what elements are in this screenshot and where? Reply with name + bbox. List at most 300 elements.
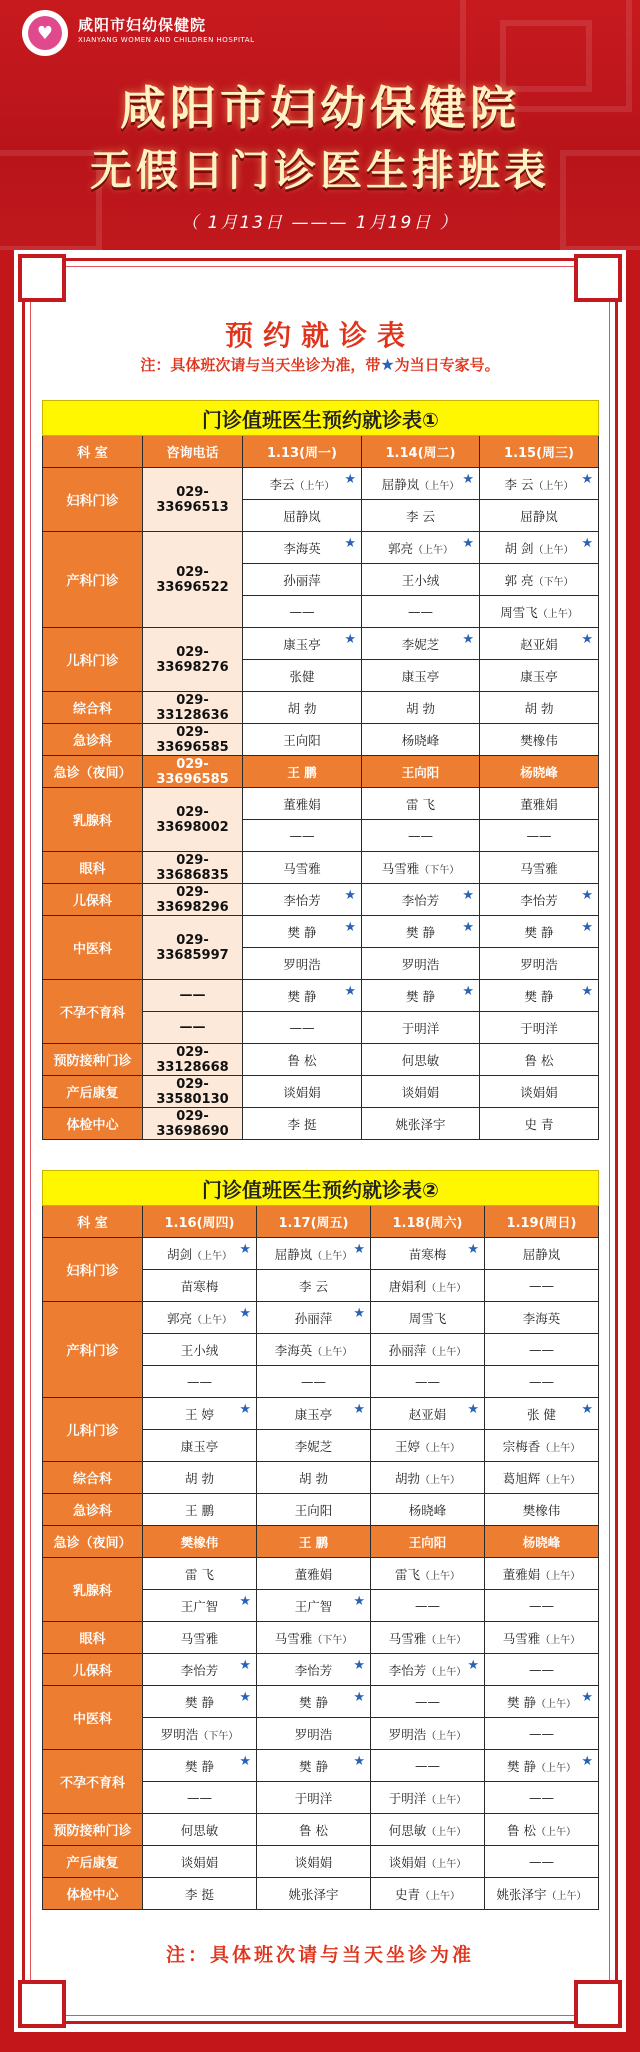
session-label: （上午） — [420, 1570, 460, 1582]
schedule-cell — [362, 692, 480, 724]
schedule-cell — [143, 1558, 257, 1590]
phone-cell: 029-33698296 — [143, 884, 243, 916]
schedule-cell — [362, 1044, 480, 1076]
dept-cell: 急诊科 — [43, 1494, 143, 1526]
doctor-name: 于明洋 — [520, 1020, 558, 1036]
dept-cell: 产后康复 — [43, 1846, 143, 1878]
schedule-cell — [143, 1334, 257, 1366]
table-row — [43, 1462, 599, 1494]
doctor-name: 杨晓峰 — [401, 732, 440, 748]
dept-cell: 妇科门诊 — [43, 1238, 143, 1302]
schedule-cell — [371, 1686, 485, 1718]
phone-cell: 029-33686835 — [143, 852, 243, 884]
col-header: 科 室 — [43, 1206, 143, 1238]
doctor-name: 谈娟娟 — [283, 1084, 321, 1100]
doctor-name: 王向阳 — [408, 1534, 447, 1550]
schedule-cell — [480, 596, 599, 628]
star-icon: ★ — [344, 888, 356, 903]
col-header: 1.18(周六) — [371, 1206, 485, 1238]
doctor-name: 胡 勃 — [524, 700, 554, 716]
table-row — [43, 1686, 599, 1718]
schedule-cell — [362, 820, 480, 852]
star-icon: ★ — [581, 1690, 594, 1705]
dept-cell: 预防接种门诊 — [43, 1044, 143, 1076]
star-icon: ★ — [344, 984, 356, 999]
schedule-cell — [480, 1076, 599, 1108]
dept-cell: 产科门诊 — [43, 532, 143, 628]
session-label: （上午） — [540, 1570, 581, 1582]
schedule-cell — [480, 724, 599, 756]
col-header: 1.14(周二) — [362, 436, 480, 468]
doctor-name: 鲁 松 — [507, 1822, 537, 1838]
schedule-cell — [362, 468, 480, 500]
col-header: 1.17(周五) — [257, 1206, 371, 1238]
schedule-cell — [257, 1398, 371, 1430]
dept-cell: 综合科 — [43, 1462, 143, 1494]
star-icon: ★ — [467, 1242, 479, 1257]
star-icon: ★ — [581, 984, 594, 999]
star-icon: ★ — [467, 1658, 479, 1673]
schedule-cell — [257, 1558, 371, 1590]
schedule-cell — [485, 1398, 599, 1430]
schedule-cell — [143, 1238, 257, 1270]
session-label: （上午） — [426, 1730, 467, 1742]
schedule-cell — [485, 1366, 599, 1398]
doctor-name: 王小绒 — [180, 1342, 219, 1358]
schedule-cell — [480, 660, 599, 692]
star-icon: ★ — [581, 472, 594, 487]
schedule-cell — [257, 1718, 371, 1750]
schedule-cell — [485, 1558, 599, 1590]
doctor-name: —— — [408, 828, 433, 843]
table-row — [43, 884, 599, 916]
schedule-cell — [362, 1108, 480, 1140]
doctor-name: 罗明浩 — [294, 1726, 333, 1742]
schedule-cell — [362, 980, 480, 1012]
schedule-cell — [257, 1430, 371, 1462]
schedule-cell — [143, 1590, 257, 1622]
doctor-name: 郭亮 — [166, 1310, 192, 1326]
dept-cell: 中医科 — [43, 916, 143, 980]
doctor-name: 王 鹏 — [185, 1502, 214, 1518]
session-label: （上午） — [546, 1890, 587, 1902]
doctor-name: 雷 飞 — [185, 1566, 214, 1582]
doctor-name: 何思敏 — [180, 1822, 219, 1838]
doctor-name: 马雪雅 — [502, 1630, 541, 1646]
dept-cell: 乳腺科 — [43, 1558, 143, 1622]
doctor-name: 胡剑 — [166, 1246, 192, 1262]
col-header: 1.15(周三) — [480, 436, 599, 468]
dept-cell: 乳腺科 — [43, 788, 143, 852]
schedule-cell — [362, 756, 480, 788]
schedule-cell — [480, 820, 599, 852]
doctor-name: 王 鹏 — [287, 764, 317, 780]
doctor-name: 王 鹏 — [298, 1534, 329, 1550]
star-icon: ★ — [581, 632, 594, 647]
doctor-name: 康玉亭 — [180, 1438, 219, 1454]
schedule-cell — [480, 1108, 599, 1140]
schedule-cell — [257, 1494, 371, 1526]
table-row — [43, 532, 599, 564]
schedule-cell — [143, 1430, 257, 1462]
card-heading: 预约就诊表 — [224, 319, 415, 352]
schedule-cell — [371, 1558, 485, 1590]
doctor-name: 于明洋 — [388, 1790, 427, 1806]
star-icon: ★ — [239, 1402, 251, 1417]
schedule-table-2 — [42, 1170, 599, 1910]
star-icon: ★ — [353, 1402, 365, 1417]
schedule-cell — [485, 1878, 599, 1910]
schedule-cell — [257, 1366, 371, 1398]
card-note: 注：具体班次请与当天坐诊为准，带★为当日专家号。 — [140, 355, 500, 374]
schedule-cell — [143, 1878, 257, 1910]
doctor-name: 谈娟娟 — [388, 1854, 427, 1870]
doctor-name: 孙丽萍 — [294, 1310, 333, 1326]
dept-cell: 急诊科 — [43, 724, 143, 756]
schedule-cell — [371, 1526, 485, 1558]
doctor-name: 谈娟娟 — [294, 1854, 333, 1870]
doctor-name: 王向阳 — [294, 1502, 333, 1518]
schedule-cell — [371, 1462, 485, 1494]
star-icon: ★ — [239, 1242, 251, 1257]
schedule-cell — [362, 724, 480, 756]
schedule-cell — [143, 1270, 257, 1302]
doctor-name: 马雪雅 — [520, 860, 558, 876]
doctor-name: 孙丽萍 — [283, 572, 321, 588]
table-row — [43, 788, 599, 820]
doctor-name: 赵亚娟 — [520, 636, 558, 652]
doctor-name: 胡勃 — [394, 1470, 420, 1486]
session-label: （上午） — [540, 1442, 581, 1454]
schedule-cell — [362, 564, 480, 596]
session-label: （上午） — [536, 1826, 577, 1838]
star-icon: ★ — [239, 1594, 251, 1609]
doctor-name: 李妮芝 — [294, 1438, 333, 1454]
doctor-name: —— — [408, 604, 433, 619]
doctor-name: 李怡芳 — [294, 1662, 333, 1678]
schedule-cell — [485, 1718, 599, 1750]
doctor-name: 罗明浩 — [388, 1726, 427, 1742]
session-label: （上午） — [419, 480, 460, 492]
doctor-name: 于明洋 — [401, 1020, 440, 1036]
schedule-cell — [257, 1750, 371, 1782]
table-row — [43, 724, 599, 756]
doctor-name: 樊 静 — [406, 988, 435, 1004]
doctor-name: —— — [187, 1374, 212, 1389]
schedule-cell — [243, 916, 362, 948]
phone-cell: 029-33128636 — [143, 692, 243, 724]
table-row — [43, 1622, 599, 1654]
doctor-name: 何思敏 — [388, 1822, 427, 1838]
star-icon: ★ — [344, 536, 356, 551]
schedule-cell — [257, 1526, 371, 1558]
schedule-cell — [362, 852, 480, 884]
session-label: （上午） — [536, 1698, 577, 1710]
dept-cell: 眼科 — [43, 1622, 143, 1654]
schedule-cell — [480, 948, 599, 980]
doctor-name: 王小绒 — [401, 572, 440, 588]
doctor-name: 董雅娟 — [520, 796, 558, 812]
doctor-name: 张 健 — [527, 1406, 557, 1422]
doctor-name: 李 云 — [299, 1278, 328, 1294]
session-label: （上午） — [426, 1666, 467, 1678]
doctor-name: 苗寒梅 — [180, 1278, 219, 1294]
doctor-name: 周雪飞 — [408, 1310, 447, 1326]
schedule-cell — [480, 1012, 599, 1044]
doctor-name: 樊 静 — [299, 1694, 328, 1710]
doctor-name: —— — [529, 1726, 555, 1741]
schedule-cell — [485, 1814, 599, 1846]
doctor-name: 屈静岚 — [520, 508, 558, 524]
phone-cell: 029-33580130 — [143, 1076, 243, 1108]
schedule-cell — [243, 500, 362, 532]
schedule-cell — [362, 948, 480, 980]
star-icon: ★ — [380, 355, 395, 374]
doctor-name: 胡 勃 — [287, 700, 317, 716]
schedule-cell — [243, 884, 362, 916]
frame-corner — [574, 1980, 622, 2028]
phone-cell: 029-33696585 — [143, 724, 243, 756]
phone-cell: —— — [143, 980, 243, 1012]
schedule-cell — [243, 1076, 362, 1108]
star-icon: ★ — [353, 1306, 365, 1321]
date-range: （ 1月13日 ——— 1月19日 ） — [181, 213, 459, 233]
schedule-cell — [480, 788, 599, 820]
schedule-cell — [371, 1814, 485, 1846]
doctor-name: —— — [187, 1790, 212, 1805]
doctor-name: 谈娟娟 — [520, 1084, 558, 1100]
doctor-name: 胡 勃 — [406, 700, 435, 716]
schedule-cell — [143, 1462, 257, 1494]
doctor-name: 马雪雅 — [388, 1630, 427, 1646]
doctor-name: 孙丽萍 — [388, 1342, 427, 1358]
star-icon: ★ — [239, 1690, 251, 1705]
schedule-cell — [143, 1398, 257, 1430]
dept-cell: 眼科 — [43, 852, 143, 884]
phone-cell: 029-33698690 — [143, 1108, 243, 1140]
doctor-name: 姚张泽宇 — [496, 1886, 547, 1902]
schedule-cell — [480, 692, 599, 724]
schedule-cell — [480, 980, 599, 1012]
doctor-name: —— — [526, 828, 552, 843]
schedule-cell — [485, 1750, 599, 1782]
schedule-cell — [243, 852, 362, 884]
schedule-cell — [257, 1334, 371, 1366]
session-label: （上午） — [312, 1250, 353, 1262]
doctor-name: 杨晓峰 — [520, 764, 558, 780]
table-row — [43, 1750, 599, 1782]
doctor-name: —— — [529, 1854, 555, 1869]
schedule-cell — [485, 1494, 599, 1526]
schedule-cell — [243, 724, 362, 756]
schedule-cell — [485, 1654, 599, 1686]
doctor-name: 李 云 — [406, 508, 435, 524]
schedule-cell — [143, 1526, 257, 1558]
schedule-cell — [143, 1718, 257, 1750]
schedule-cell — [485, 1302, 599, 1334]
schedule-cell — [480, 500, 599, 532]
col-header: 科 室 — [43, 436, 143, 468]
doctor-name: 屈静岚 — [522, 1246, 561, 1262]
table-row — [43, 980, 599, 1012]
footer-note: 注：具体班次请与当天坐诊为准 — [165, 1944, 474, 1966]
logo-icon: ♥ — [28, 16, 62, 50]
schedule-card — [14, 250, 626, 2032]
table-row — [43, 756, 599, 788]
hospital-logo — [22, 10, 68, 56]
dept-cell: 体检中心 — [43, 1108, 143, 1140]
star-icon: ★ — [239, 1754, 251, 1769]
doctor-name: —— — [415, 1694, 440, 1709]
dept-cell: 急诊（夜间） — [43, 1526, 143, 1558]
phone-cell: 029-33698276 — [143, 628, 243, 692]
page-title: 咸阳市妇幼保健院 — [120, 81, 520, 135]
schedule-cell — [371, 1846, 485, 1878]
schedule-cell — [143, 1622, 257, 1654]
schedule-cell — [243, 628, 362, 660]
schedule-cell — [257, 1590, 371, 1622]
schedule-cell — [485, 1622, 599, 1654]
star-icon: ★ — [581, 1754, 594, 1769]
schedule-cell — [257, 1846, 371, 1878]
star-icon: ★ — [344, 920, 356, 935]
schedule-cell — [143, 1494, 257, 1526]
doctor-name: 鲁 松 — [287, 1052, 317, 1068]
schedule-cell — [257, 1878, 371, 1910]
star-icon: ★ — [462, 472, 474, 487]
dept-cell: 妇科门诊 — [43, 468, 143, 532]
table-caption: 门诊值班医生预约就诊表② — [43, 1171, 599, 1206]
schedule-cell — [362, 500, 480, 532]
schedule-cell — [480, 468, 599, 500]
phone-cell: 029-33696513 — [143, 468, 243, 532]
schedule-cell — [362, 884, 480, 916]
doctor-name: 鲁 松 — [299, 1822, 328, 1838]
frame-corner — [574, 254, 622, 302]
doctor-name: —— — [301, 1374, 326, 1389]
star-icon: ★ — [353, 1242, 365, 1257]
hospital-name: 咸阳市妇幼保健院 — [78, 16, 207, 34]
schedule-cell — [371, 1718, 485, 1750]
schedule-cell — [480, 852, 599, 884]
star-icon: ★ — [462, 920, 474, 935]
table-row — [43, 1238, 599, 1270]
schedule-cell — [257, 1814, 371, 1846]
session-label: （上午） — [540, 1474, 581, 1486]
doctor-name: 姚张泽宇 — [395, 1116, 446, 1132]
doctor-name: 樊橡伟 — [520, 732, 558, 748]
doctor-name: —— — [289, 604, 315, 619]
doctor-name: 王婷 — [394, 1438, 420, 1454]
doctor-name: 赵亚娟 — [408, 1406, 447, 1422]
schedule-cell — [243, 660, 362, 692]
schedule-cell — [143, 1686, 257, 1718]
schedule-cell — [143, 1782, 257, 1814]
star-icon: ★ — [462, 632, 474, 647]
star-icon: ★ — [353, 1658, 365, 1673]
schedule-cell — [243, 788, 362, 820]
dept-cell: 不孕不育科 — [43, 980, 143, 1044]
schedule-cell — [243, 692, 362, 724]
star-icon: ★ — [353, 1594, 365, 1609]
doctor-name: 李 云 — [504, 476, 534, 492]
session-label: （上午） — [420, 1442, 460, 1454]
schedule-cell — [257, 1302, 371, 1334]
schedule-cell — [362, 532, 480, 564]
doctor-name: 马雪雅 — [180, 1630, 219, 1646]
doctor-name: 杨晓峰 — [522, 1534, 561, 1550]
schedule-cell — [371, 1398, 485, 1430]
doctor-name: 胡 勃 — [185, 1470, 214, 1486]
doctor-name: 李海英 — [283, 540, 321, 556]
schedule-cell — [371, 1494, 485, 1526]
schedule-cell — [485, 1238, 599, 1270]
col-header: 1.19(周日) — [485, 1206, 599, 1238]
schedule-cell — [143, 1654, 257, 1686]
doctor-name: 史青 — [394, 1886, 420, 1902]
session-label: （下午） — [533, 576, 574, 588]
doctor-name: 李怡芳 — [388, 1662, 427, 1678]
doctor-name: 屈静岚 — [381, 476, 420, 492]
schedule-cell — [480, 564, 599, 596]
doctor-name: 鲁 松 — [524, 1052, 554, 1068]
doctor-name: 樊橡伟 — [180, 1534, 219, 1550]
doctor-name: 董雅娟 — [283, 796, 321, 812]
schedule-cell — [371, 1238, 485, 1270]
doctor-name: 王向阳 — [283, 732, 321, 748]
schedule-cell — [243, 532, 362, 564]
doctor-name: 李怡芳 — [520, 892, 558, 908]
col-header: 咨询电话 — [143, 436, 243, 468]
doctor-name: 李海英 — [522, 1310, 561, 1326]
hospital-name-en: XIANYANG WOMEN AND CHILDREN HOSPITAL — [78, 36, 255, 44]
doctor-name: 樊 静 — [299, 1758, 328, 1774]
session-label: （上午） — [312, 1346, 353, 1358]
dept-cell: 体检中心 — [43, 1878, 143, 1910]
schedule-cell — [480, 916, 599, 948]
schedule-cell — [371, 1622, 485, 1654]
doctor-name: 康玉亭 — [520, 668, 558, 684]
schedule-cell — [243, 1108, 362, 1140]
star-icon: ★ — [581, 1402, 594, 1417]
star-icon: ★ — [353, 1754, 365, 1769]
schedule-cell — [485, 1590, 599, 1622]
doctor-name: 樊 静 — [524, 988, 554, 1004]
schedule-cell — [371, 1782, 485, 1814]
star-icon: ★ — [344, 632, 356, 647]
doctor-name: 王广智 — [294, 1598, 333, 1614]
doctor-name: 谈娟娟 — [401, 1084, 440, 1100]
doctor-name: 史 青 — [524, 1116, 554, 1132]
doctor-name: 郭亮 — [387, 540, 413, 556]
doctor-name: 罗明浩 — [160, 1726, 199, 1742]
schedule-cell — [257, 1270, 371, 1302]
doctor-name: 胡 剑 — [504, 540, 534, 556]
table-row — [43, 1558, 599, 1590]
schedule-cell — [362, 788, 480, 820]
doctor-name: 王广智 — [180, 1598, 219, 1614]
session-label: （上午） — [537, 608, 578, 620]
doctor-name: 马雪雅 — [274, 1630, 313, 1646]
col-header: 1.16(周四) — [143, 1206, 257, 1238]
schedule-cell — [485, 1846, 599, 1878]
session-label: （下午） — [198, 1730, 239, 1742]
doctor-name: 樊 静 — [507, 1758, 537, 1774]
doctor-name: 康玉亭 — [283, 636, 321, 652]
session-label: （上午） — [533, 544, 574, 556]
schedule-cell — [371, 1590, 485, 1622]
schedule-cell — [371, 1302, 485, 1334]
